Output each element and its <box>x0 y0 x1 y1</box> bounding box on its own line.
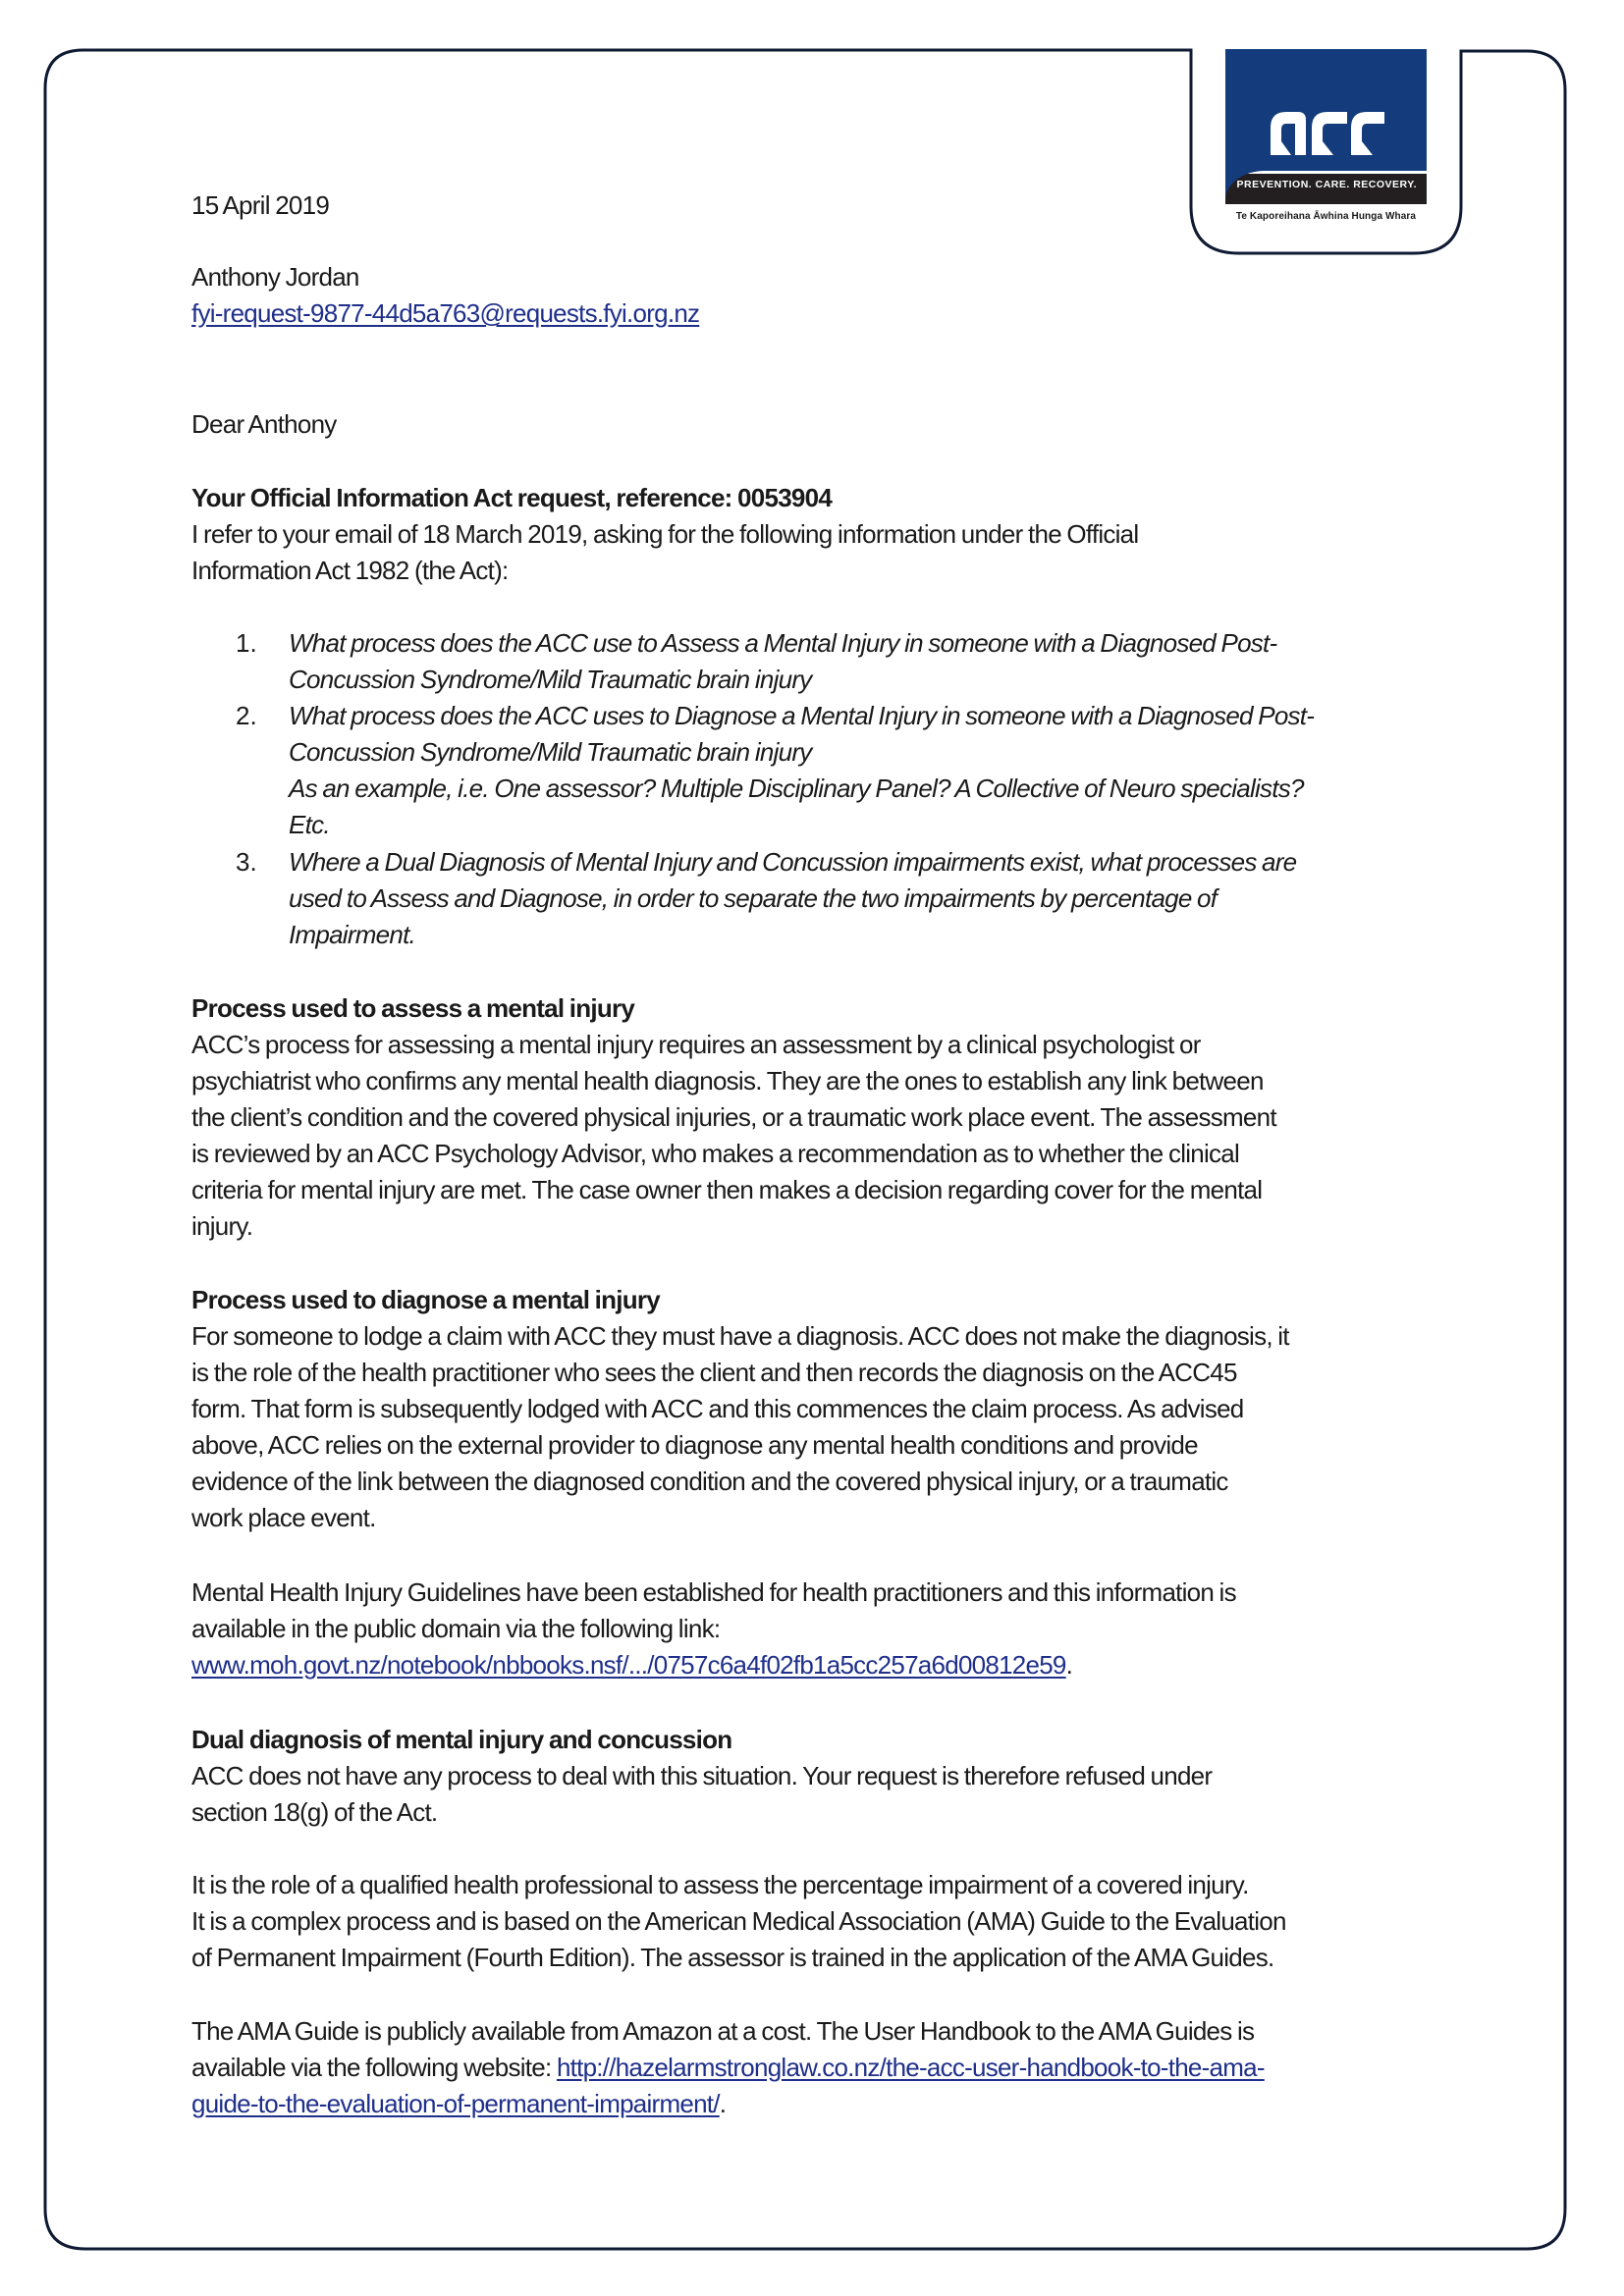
link-suffix: . <box>1065 1650 1073 1680</box>
request-line: Etc. <box>289 810 330 839</box>
body-line: work place event. <box>191 1503 376 1532</box>
body-line: It is the role of a qualified health professional to assess the percentage impairment of a covered injury. <box>191 1870 1249 1899</box>
salutation: Dear Anthony <box>191 409 337 439</box>
subject-heading: Your Official Information Act request, reference: 0053904 <box>191 483 833 512</box>
body-line: ACC’s process for assessing a mental injury requires an assessment by a clinical psychologist or <box>191 1030 1201 1059</box>
ama-prefix: available via the following website: <box>191 2053 557 2082</box>
request-line: What process does the ACC uses to Diagnose a Mental Injury in someone with a Diagnosed Post- <box>289 701 1315 730</box>
request-line: Where a Dual Diagnosis of Mental Injury and Concussion impairments exist, what processes are <box>289 847 1297 877</box>
request-number: 3. <box>236 847 257 877</box>
body-line: For someone to lodge a claim with ACC they must have a diagnosis. ACC does not make the diagnosis, it <box>191 1321 1289 1351</box>
link-suffix: . <box>719 2089 727 2118</box>
request-line: Concussion Syndrome/Mild Traumatic brain injury <box>289 665 812 694</box>
body-line: ACC does not have any process to deal with this situation. Your request is therefore refused under <box>191 1761 1213 1790</box>
guidelines-link-line <box>191 1647 1072 1683</box>
request-line: Impairment. <box>289 920 416 949</box>
request-line: What process does the ACC use to Assess a Mental Injury in someone with a Diagnosed Post- <box>289 628 1277 658</box>
acc-logo <box>1225 49 1427 226</box>
body-line: evidence of the link between the diagnosed condition and the covered physical injury, or a traumatic <box>191 1467 1228 1496</box>
body-line: the client’s condition and the covered physical injuries, or a traumatic work place event. The assessment <box>191 1102 1276 1132</box>
request-line: As an example, i.e. One assessor? Multiple Disciplinary Panel? A Collective of Neuro specialists? <box>289 774 1304 803</box>
body-line: The AMA Guide is publicly available from Amazon at a cost. The User Handbook to the AMA Guides is <box>191 2016 1255 2046</box>
body-line: form. That form is subsequently lodged with ACC and this commences the claim process. As advised <box>191 1394 1244 1423</box>
moh-guidelines-link[interactable]: www.moh.govt.nz/notebook/nbbooks.nsf/.../0757c6a4f02fb1a5cc257a6d00812e59 <box>191 1650 1066 1680</box>
section-heading-assess: Process used to assess a mental injury <box>191 993 635 1023</box>
intro-line: I refer to your email of 18 March 2019, asking for the following information under the Official <box>191 519 1139 549</box>
acc-wordmark-icon <box>1265 108 1387 157</box>
intro-line: Information Act 1982 (the Act): <box>191 556 509 585</box>
logo-maori-name: Te Kaporeihana Āwhina Hunga Whara <box>1235 211 1417 222</box>
section-heading-diagnose: Process used to diagnose a mental injury <box>191 1285 660 1314</box>
recipient-email <box>191 295 699 332</box>
body-line: is reviewed by an ACC Psychology Advisor, who makes a recommendation as to whether the clinical <box>191 1139 1239 1168</box>
body-line: of Permanent Impairment (Fourth Edition). The assessor is trained in the application of the AMA Guides. <box>191 1943 1274 1972</box>
ama-handbook-link-continued[interactable]: guide-to-the-evaluation-of-permanent-impairment/ <box>191 2089 720 2118</box>
body-line: above, ACC relies on the external provider to diagnose any mental health conditions and provide <box>191 1430 1198 1460</box>
request-number: 2. <box>236 701 257 730</box>
body-line: It is a complex process and is based on the American Medical Association (AMA) Guide to the Evaluation <box>191 1906 1286 1936</box>
letter-date: 15 April 2019 <box>191 190 330 220</box>
body-line: criteria for mental injury are met. The case owner then makes a decision regarding cover for the mental <box>191 1175 1263 1204</box>
request-number: 1. <box>236 628 257 658</box>
body-line: available in the public domain via the following link: <box>191 1614 721 1643</box>
ama-link-line <box>191 2050 1265 2086</box>
body-line: psychiatrist who confirms any mental health diagnosis. They are the ones to establish any link between <box>191 1066 1264 1095</box>
body-line: injury. <box>191 1211 253 1241</box>
ama-link-line-2 <box>191 2086 726 2122</box>
ama-handbook-link[interactable]: http://hazelarmstronglaw.co.nz/the-acc-user-handbook-to-the-ama- <box>556 2053 1265 2082</box>
recipient-name: Anthony Jordan <box>191 262 359 292</box>
request-line: used to Assess and Diagnose, in order to separate the two impairments by percentage of <box>289 883 1218 913</box>
recipient-email-link[interactable]: fyi-request-9877-44d5a763@requests.fyi.org.nz <box>191 298 700 328</box>
body-line: is the role of the health practitioner who sees the client and then records the diagnosis on the ACC45 <box>191 1358 1237 1387</box>
body-line: Mental Health Injury Guidelines have been established for health practitioners and this information is <box>191 1577 1236 1607</box>
body-line: section 18(g) of the Act. <box>191 1797 438 1827</box>
request-line: Concussion Syndrome/Mild Traumatic brain injury <box>289 737 812 767</box>
logo-tagline: PREVENTION. CARE. RECOVERY. <box>1236 179 1417 190</box>
section-heading-dual: Dual diagnosis of mental injury and concussion <box>191 1725 732 1754</box>
